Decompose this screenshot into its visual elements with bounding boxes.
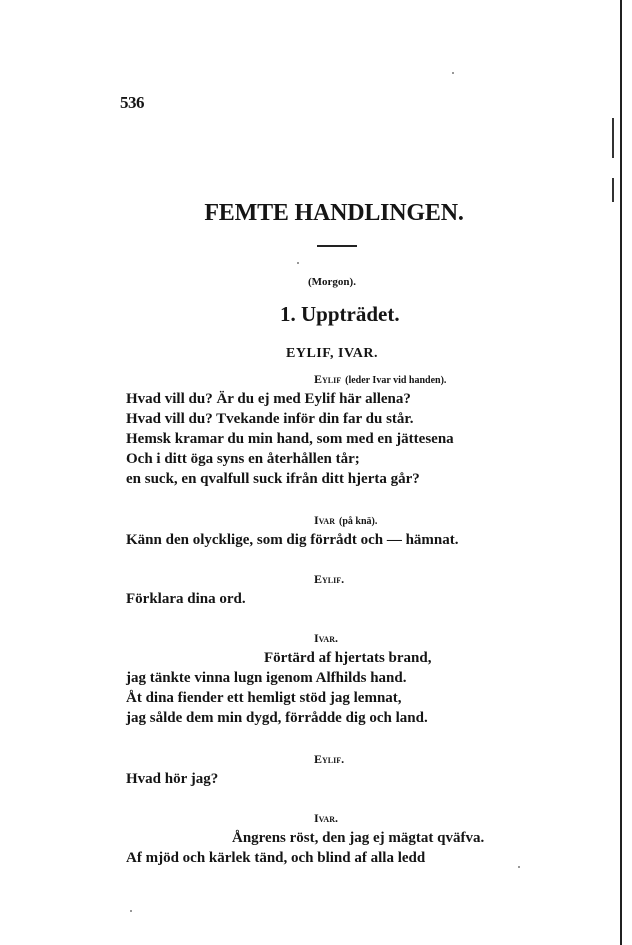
- page-edge-line: [620, 0, 622, 945]
- title-rule: [317, 245, 357, 247]
- page-number: 536: [120, 93, 144, 112]
- verse-line: en suck, en qvalfull suck ifrån ditt hjerta går?: [126, 471, 420, 487]
- speaker-label: [314, 372, 446, 387]
- speaker-label: [314, 631, 338, 646]
- verse-line: Förklara dina ord.: [126, 591, 246, 607]
- verse-line: Hvad vill du? Tvekande inför din far du står.: [126, 411, 414, 427]
- verse-line: Hvad hör jag?: [126, 771, 219, 787]
- speaker-name: Ivar: [314, 513, 335, 527]
- scan-speck: [452, 72, 454, 74]
- verse-line: Ångrens röst, den jag ej mägtat qväfva.: [232, 830, 485, 846]
- verse-line: Förtärd af hjertats brand,: [264, 650, 432, 666]
- verse-line: Hemsk kramar du min hand, som med en jättesena: [126, 431, 454, 447]
- speaker-name: Eylif: [314, 372, 342, 386]
- verse-line: Och i ditt öga syns en återhållen tår;: [126, 451, 360, 467]
- speaker-label: [314, 572, 344, 587]
- page-edge-mark: [612, 178, 614, 202]
- speaker-name: Eylif.: [314, 572, 345, 586]
- stage-direction: (leder Ivar vid handen).: [345, 375, 447, 386]
- speaker-label: [314, 811, 338, 826]
- act-title: FEMTE HANDLINGEN.: [204, 200, 464, 226]
- speaker-name: Ivar.: [314, 811, 338, 825]
- verse-line: Af mjöd och kärlek tänd, och blind af alla ledd: [126, 850, 426, 866]
- speaker-name: Ivar.: [314, 631, 338, 645]
- speaker-label: [314, 752, 344, 767]
- stage-direction: (på knä).: [338, 516, 378, 527]
- verse-line: jag sålde dem min dygd, förrådde dig och land.: [126, 710, 428, 726]
- verse-line: jag tänkte vinna lugn igenom Alfhilds hand.: [126, 670, 407, 686]
- scan-speck: [518, 866, 520, 868]
- scene-title: 1. Uppträdet.: [280, 302, 400, 326]
- scan-speck: [130, 910, 132, 912]
- scan-speck: [297, 262, 299, 264]
- speaker-label: [314, 513, 377, 528]
- verse-line: Känn den olycklige, som dig förrådt och — hämnat.: [126, 532, 459, 548]
- verse-line: Hvad vill du? Är du ej med Eylif här allena?: [126, 391, 411, 407]
- page-edge-mark: [612, 118, 614, 158]
- character-list: EYLIF, IVAR.: [286, 346, 378, 361]
- time-note: (Morgon).: [308, 276, 356, 288]
- verse-line: Åt dina fiender ett hemligt stöd jag lemnat,: [126, 690, 402, 706]
- speaker-name: Eylif.: [314, 752, 345, 766]
